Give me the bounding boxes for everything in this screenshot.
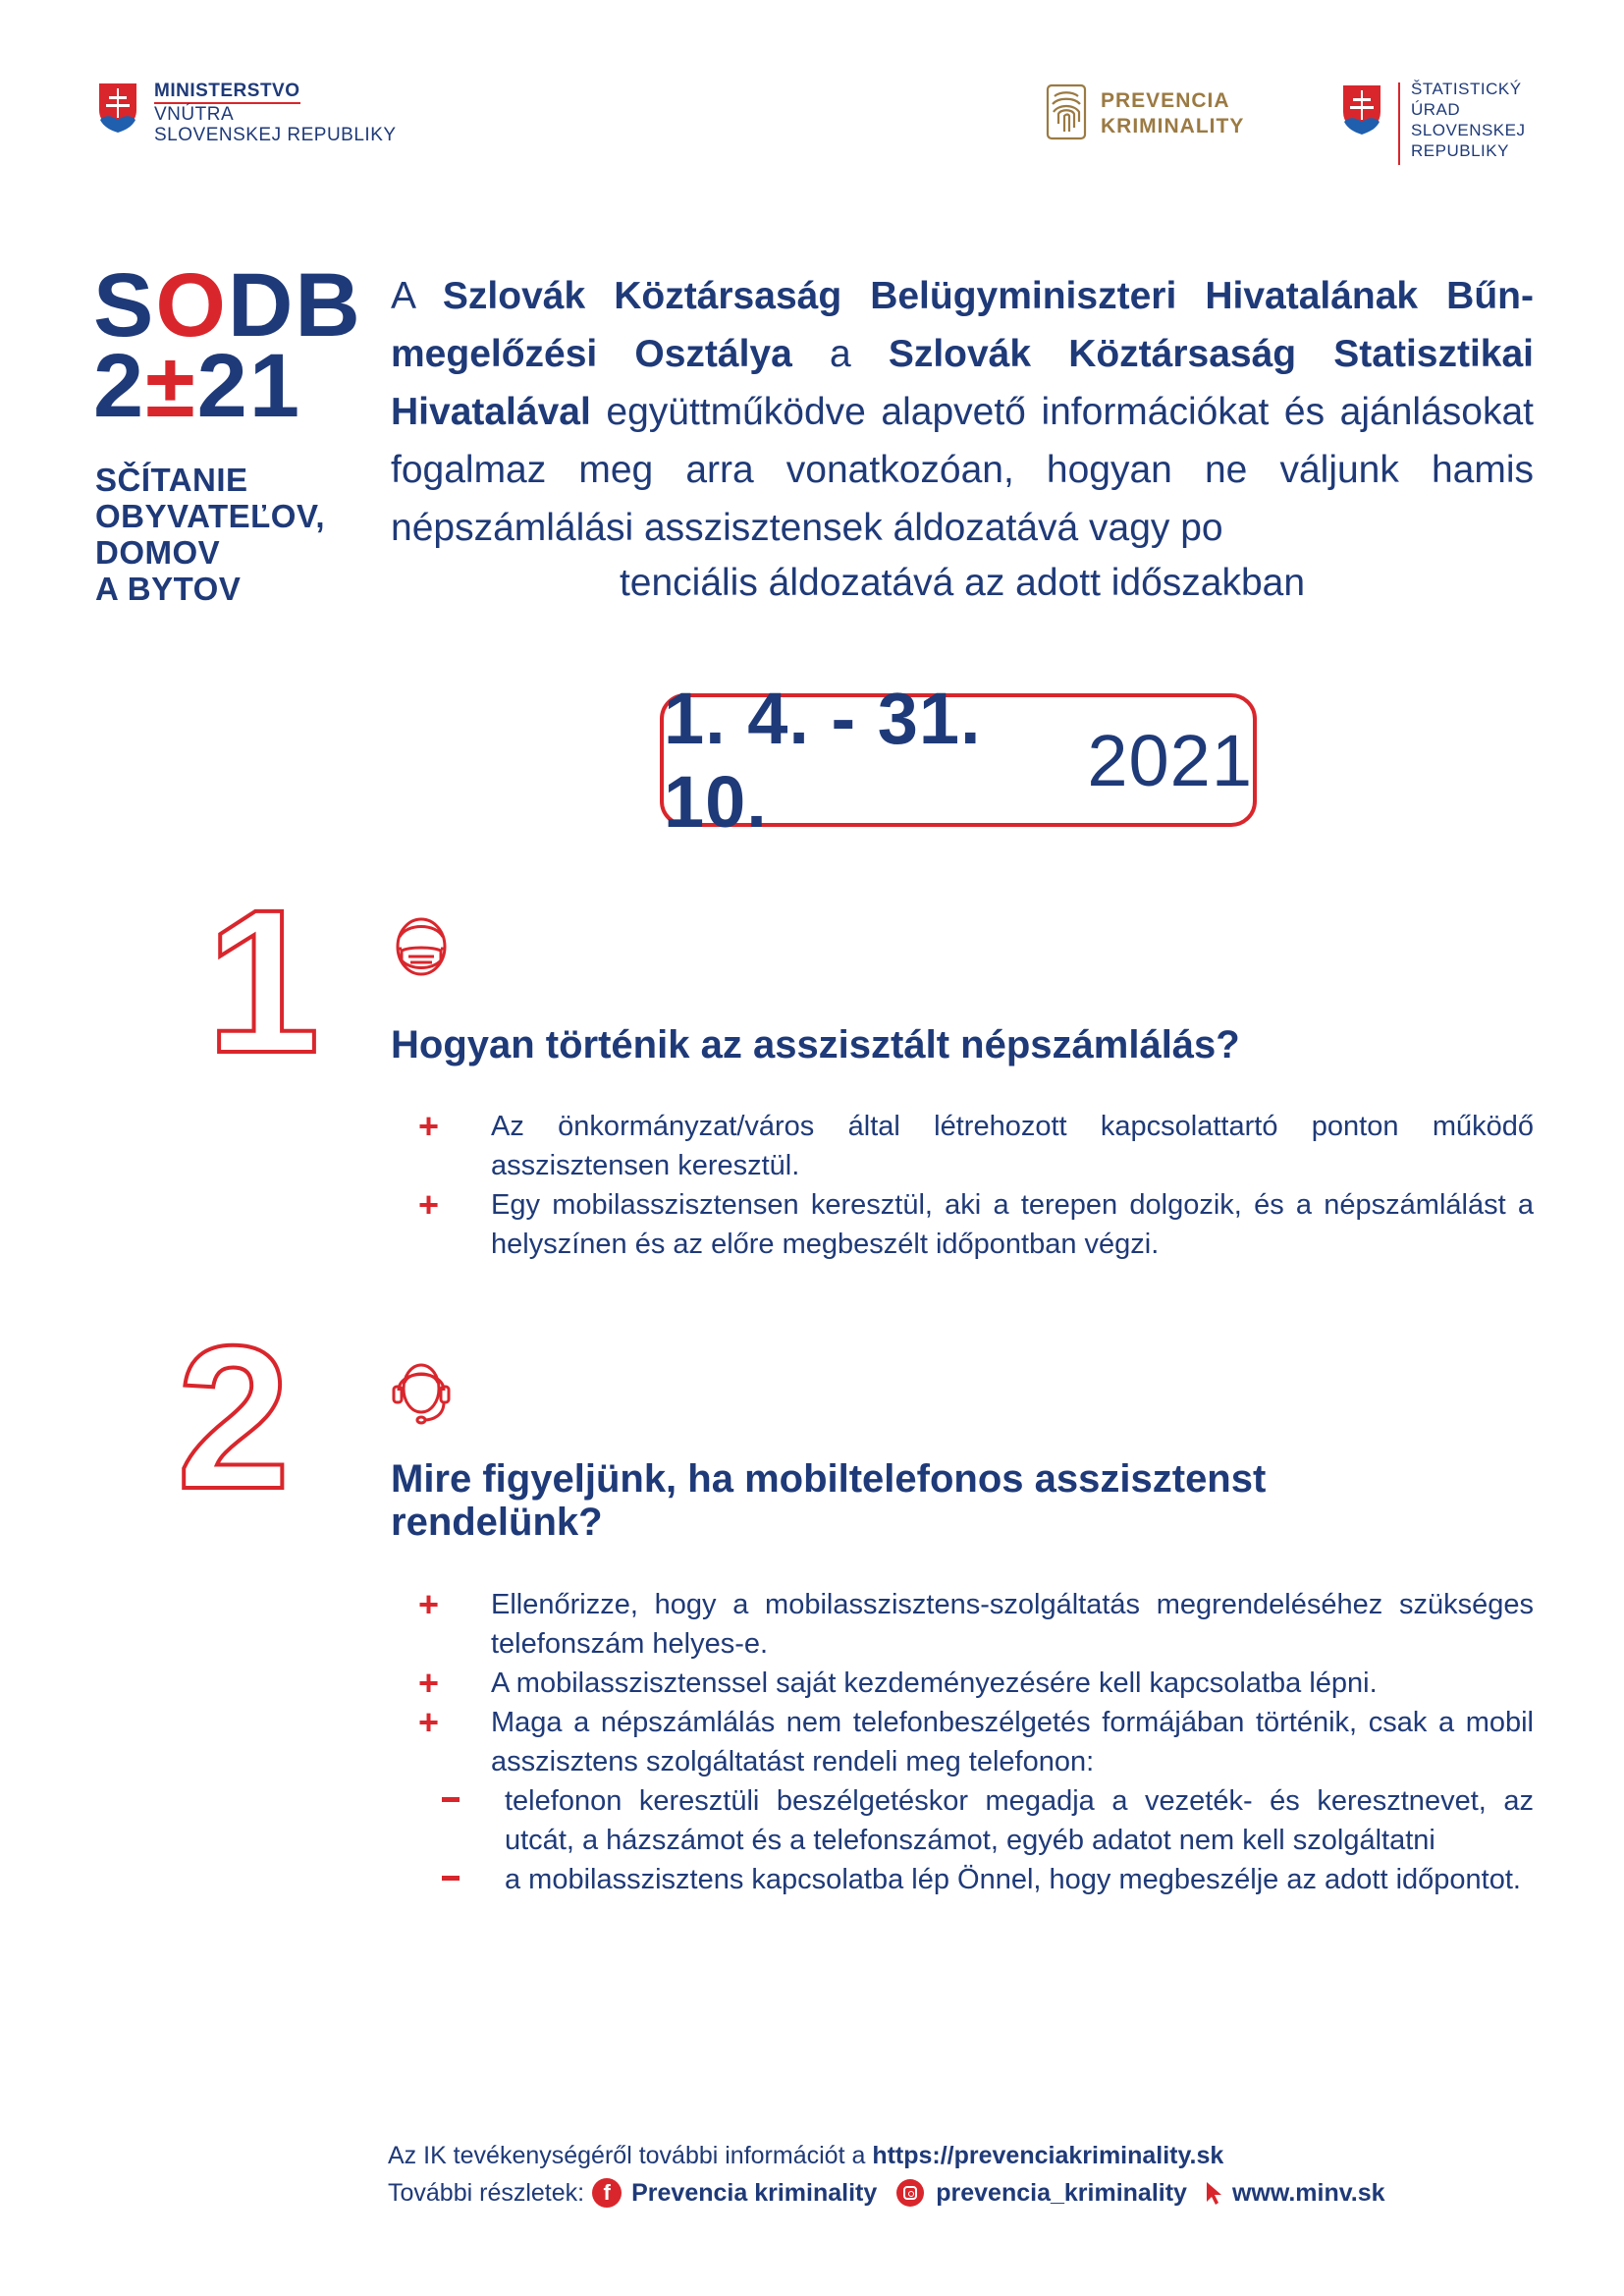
section-number-2: 2 <box>177 1304 291 1532</box>
section1-heading: Hogyan történik az asszisztált népszámlálás? <box>391 1023 1240 1066</box>
website-link[interactable]: https://prevenciakriminality.sk <box>872 2142 1224 2169</box>
prevention-name: PREVENCIA KRIMINALITY <box>1101 89 1245 137</box>
section-number-1: 1 <box>206 868 320 1096</box>
facebook-link[interactable]: Prevencia kriminality <box>631 2179 878 2207</box>
plus-icon: + <box>418 1184 440 1225</box>
list-item: a mobilasszisztens kapcsolatba lép Önnel, hogy megbeszélje az adott időpontot. <box>412 1860 1534 1899</box>
list-item: + Maga a népszámlálás nem telefonbeszélgetés formájában történik, csak a mobil asszisztens szolgáltatást rendeli meg telefonon: telefonon keresztüli beszélgetéskor megadja a vezeték- és keresztnevet, az utcát, a házszámot és a telefonszámot, egyéb adatot nem kell szolgáltatni a mobilasszisztens kapcsolatba lép Önnel, hogy megbeszélje az adott időpontot. <box>412 1703 1534 1899</box>
instagram-link[interactable]: prevencia_kriminality <box>936 2179 1187 2207</box>
cursor-icon <box>1205 2180 1224 2206</box>
facebook-icon: f <box>592 2178 622 2208</box>
coat-of-arms-icon <box>1340 82 1383 136</box>
dash-icon <box>442 1797 460 1802</box>
minv-link[interactable]: www.minv.sk <box>1231 2179 1385 2207</box>
dash-icon <box>442 1876 460 1881</box>
section1-bullet-list <box>412 1107 1534 1264</box>
list-item: + Az önkormányzat/város által létrehozott kapcsolattartó ponton működő asszisztensen keresztül. <box>418 1106 1534 1181</box>
footer-info-line: Az IK tevékenységéről további információt a https://prevenciakriminality.sk <box>388 2142 1224 2169</box>
section2-heading: Mire figyeljünk, ha mobiltelefonos asszisztenst rendelünk? <box>391 1457 1267 1544</box>
plus-icon: + <box>418 1584 440 1624</box>
face-mask-icon <box>385 909 458 984</box>
plus-icon: + <box>418 1106 440 1146</box>
footer <box>388 2137 1385 2212</box>
list-item: + Egy mobilasszisztensen keresztül, aki a terepen dolgozik, és a népszámlálást a helyszínen és az előre megbeszélt időpontban végzi. <box>418 1184 1534 1260</box>
instagram-icon <box>896 2179 924 2207</box>
coat-of-arms-icon <box>96 81 139 134</box>
date-range-box <box>660 678 1257 843</box>
intro-last-line: tenciális áldozatává az adott időszakban <box>619 562 1306 604</box>
list-item: + A mobilasszisztenssel saját kezdeményezésére kell kapcsolatba lépni. <box>418 1663 1378 1703</box>
intro-paragraph: A Szlovák Köztársaság Belügyminiszteri Hivatalának Bűnmegelőzési Osztálya a Szlovák Köztársaság Statisztikai Hivatalával együttműködve alapvető információkat és ajánlásokat fogalmaz meg arra vonatkozóan, hogyan ne váljunk hamis népszámlálási asszisztensek áldozatává vagy po <box>391 275 1535 549</box>
sodb-logo: SODB 2±21 <box>93 255 362 436</box>
statistics-office-name: ŠTATISTICKÝ ÚRAD SLOVENSKEJ REPUBLIKY <box>1411 80 1526 160</box>
ministry-name: MINISTERSTVO VNÚTRA SLOVENSKEJ REPUBLIKY <box>154 81 397 145</box>
logo-divider <box>1398 82 1400 165</box>
sodb-subtitle: SČÍTANIE OBYVATEĽOV, DOMOV A BYTOV <box>95 462 326 607</box>
list-item: + Ellenőrizze, hogy a mobilasszisztens-szolgáltatás megrendeléséhez szükséges telefonszám helyes-e. <box>418 1584 1534 1660</box>
plus-icon: + <box>418 1702 440 1742</box>
footer-social-row: További részletek: f Prevencia kriminality prevencia_kriminality www.minv.sk <box>388 2174 1385 2212</box>
list-item: telefonon keresztüli beszélgetéskor megadja a vezeték- és keresztnevet, az utcát, a házszámot és a telefonszámot, egyéb adatot nem kell szolgáltatni <box>412 1781 1534 1860</box>
date-year: 2021 <box>1087 719 1253 801</box>
fingerprint-icon <box>1045 82 1088 145</box>
headset-icon <box>385 1353 458 1428</box>
plus-icon: + <box>418 1663 440 1703</box>
section2-bullet-list <box>412 1585 1534 1899</box>
date-range: 1. 4. - 31. 10. <box>664 678 982 843</box>
section2-sub-list <box>491 1781 1534 1899</box>
